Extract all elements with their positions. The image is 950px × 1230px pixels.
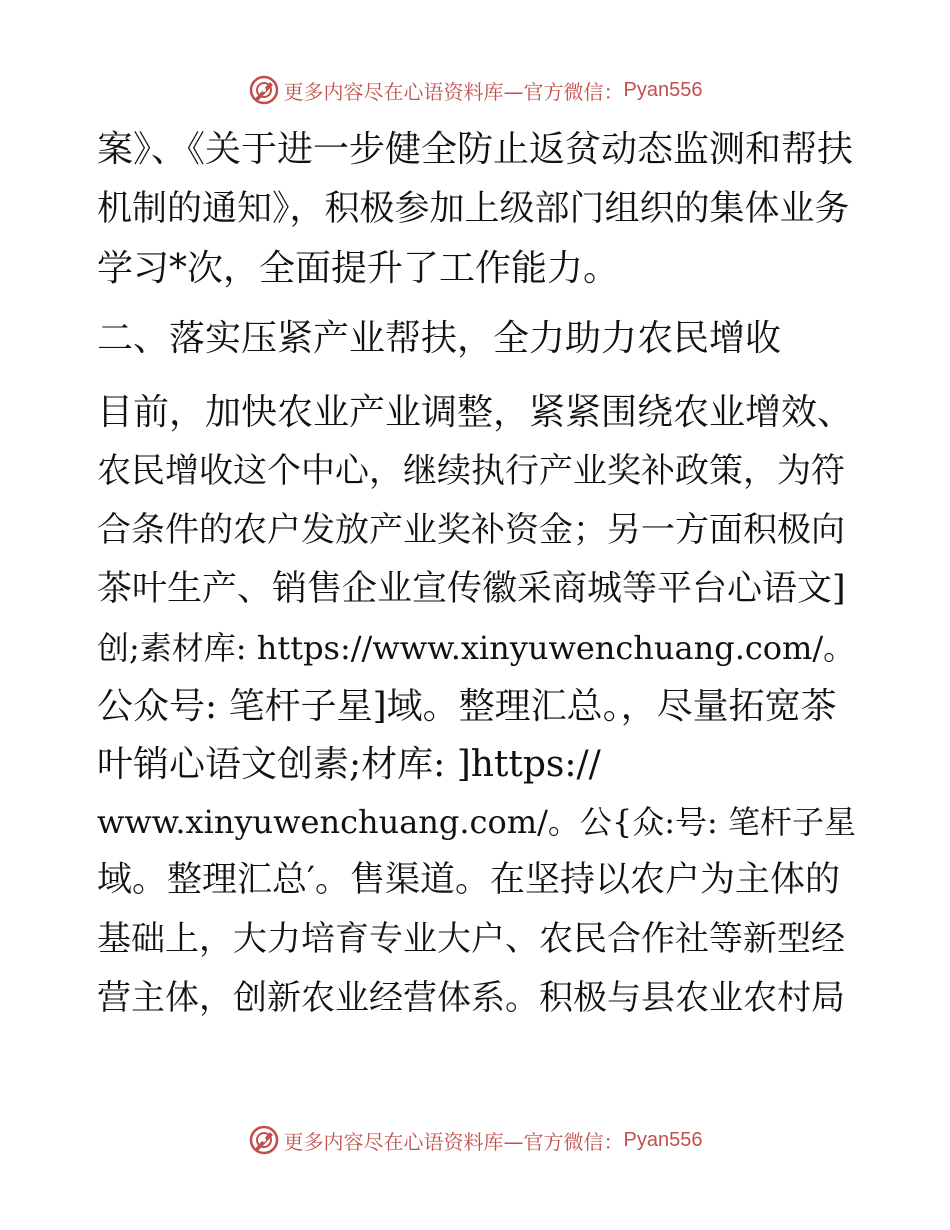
footer-banner bbox=[0, 1120, 950, 1160]
section-heading: 二、落实压紧产业帮扶，全力助力农民增收 bbox=[97, 318, 782, 359]
body-line: 茶叶生产、销售企业宣传徽采商城等平台心语文] bbox=[97, 569, 846, 609]
pen-logo-icon bbox=[248, 74, 280, 106]
body-line: 机制的通知》，积极参加上级部门组织的集体业务 bbox=[97, 189, 850, 229]
body-line: www.xinyuwenchuang.com/。公{众:号: 笔杆子星 bbox=[97, 803, 856, 841]
body-line: 目前，加快农业产业调整，紧紧围绕农业增效、 bbox=[97, 392, 854, 433]
footer-site-text: 更多内容尽在心语资料库—官方微信： bbox=[283, 1129, 624, 1154]
body-line: 域。整理汇总′。售渠道。在坚持以农户为主体的 bbox=[97, 860, 840, 900]
body-line: 案》、《关于进一步健全防止返贫动态监测和帮扶 bbox=[97, 129, 854, 170]
pen-logo-icon bbox=[248, 1124, 280, 1156]
body-line: 农民增收这个中心，继续执行产业奖补政策，为符 bbox=[97, 451, 845, 491]
body-line: 基础上，大力培育专业大户、农民合作社等新型经 bbox=[97, 919, 845, 959]
header-banner bbox=[0, 70, 950, 110]
header-site-text: 更多内容尽在心语资料库—官方微信： bbox=[283, 79, 624, 104]
header-wechat-id: Pyan556 bbox=[623, 78, 703, 101]
body-line: 合条件的农户发放产业奖补资金；另一方面积极向 bbox=[97, 510, 845, 550]
body-line: 创;素材库: https://www.xinyuwenchuang.com/。 bbox=[97, 629, 856, 667]
footer-wechat-id: Pyan556 bbox=[623, 1128, 703, 1151]
body-line: 学习*次，全面提升了工作能力。 bbox=[97, 248, 620, 289]
body-line: 营主体，创新农业经营体系。积极与县农业农村局 bbox=[97, 978, 845, 1018]
body-line: 叶销心语文创素;材库: ]https:// bbox=[97, 744, 601, 785]
body-line: 公众号: 笔杆子星]域。整理汇总。，尽量拓宽茶 bbox=[97, 686, 837, 727]
